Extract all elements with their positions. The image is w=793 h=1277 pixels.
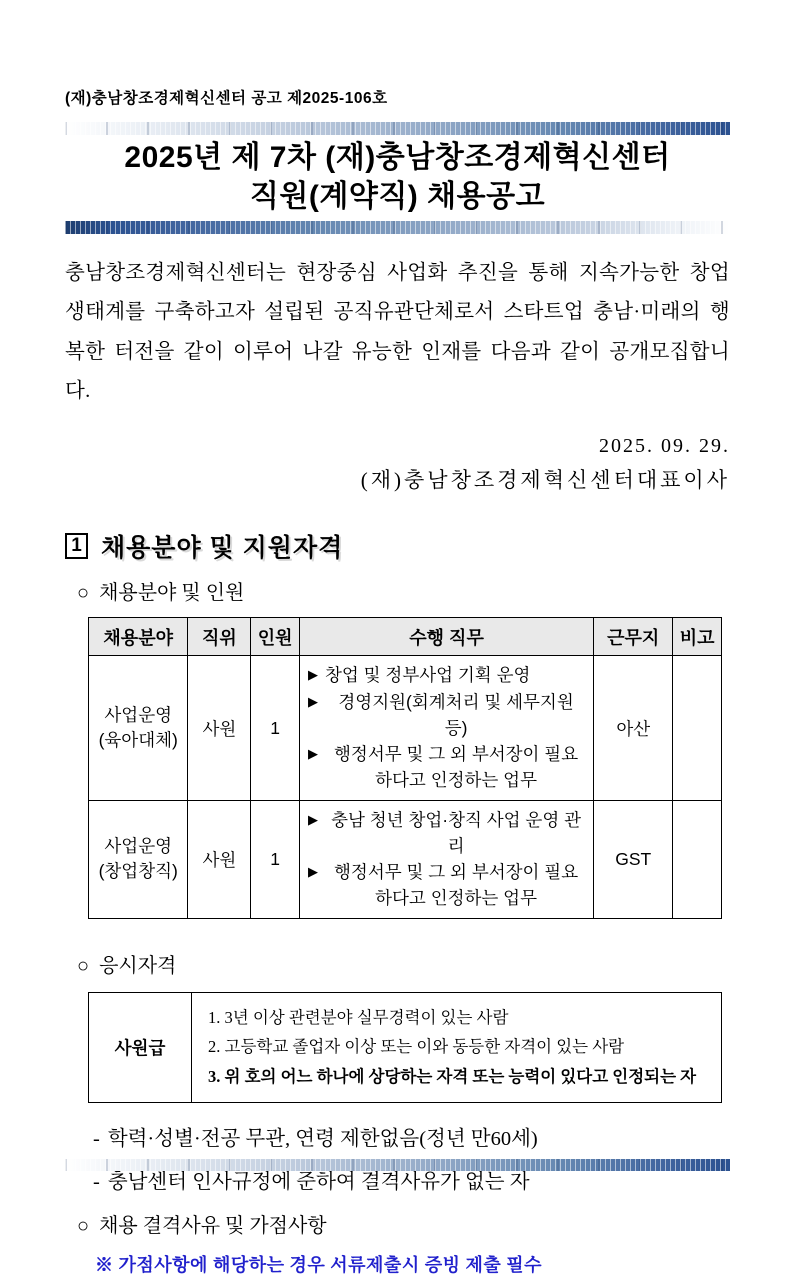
recruitment-table — [88, 617, 722, 918]
duties-cell — [299, 800, 593, 918]
section1-number-box: 1 — [65, 533, 88, 559]
subsection-recruit-fields — [65, 576, 730, 605]
circle-bullet: ○ — [77, 954, 90, 977]
bonus-note: ※ 가점사항에 해당하는 경우 서류제출시 증빙 제출 필수 — [95, 1254, 543, 1275]
duty-item — [308, 662, 587, 688]
field-cell — [89, 800, 188, 918]
count-cell: 1 — [251, 800, 300, 918]
triangle-bullet-icon: ▶ — [307, 864, 318, 880]
page-bottom-bar — [65, 1159, 730, 1171]
qualification-item: 2. 고등학교 졸업자 이상 또는 이와 동등한 자격이 있는 사람 — [208, 1037, 625, 1057]
signature-line: (재)충남창조경제혁신센터대표이사 — [360, 468, 730, 493]
duties-cell — [299, 656, 593, 800]
location-cell: 아산 — [594, 656, 673, 800]
qualification-table — [88, 992, 722, 1103]
duty-item — [308, 741, 587, 794]
count-cell: 1 — [251, 656, 300, 800]
subsection-eligibility-label: 응시자격 — [99, 954, 177, 977]
duty-text: 충남 청년 창업·창직 사업 운영 관리 — [331, 809, 582, 856]
duty-text: 경영지원(회계처리 및 세무지원 등) — [338, 691, 574, 738]
table-row — [89, 656, 722, 800]
qualification-item: 1. 3년 이상 관련분야 실무경력이 있는 사람 — [208, 1007, 509, 1027]
duty-text: 행정서무 및 그 외 부서장이 필요 하다고 인정하는 업무 — [334, 744, 579, 791]
subsection-eligibility — [65, 949, 730, 978]
field-line1: 사업운영 — [104, 835, 173, 856]
col-header-position: 직위 — [188, 618, 251, 656]
document-title — [65, 135, 730, 221]
document-title-line1: 2025년 제 7차 (재)충남창조경제혁신센터 — [124, 141, 671, 174]
dash-bullet: - — [93, 1127, 100, 1150]
col-header-note: 비고 — [673, 618, 722, 656]
position-cell: 사원 — [188, 800, 251, 918]
field-line2: (육아대체) — [98, 730, 178, 751]
condition-text: 충남센터 인사규정에 준하여 결격사유가 없는 자 — [107, 1170, 530, 1193]
col-header-field: 채용분야 — [89, 618, 188, 656]
triangle-bullet-icon: ▶ — [307, 811, 318, 827]
field-cell — [89, 656, 188, 800]
field-line1: 사업운영 — [104, 704, 173, 725]
section1-heading — [65, 528, 730, 564]
circle-bullet: ○ — [77, 582, 90, 605]
triangle-bullet-icon: ▶ — [307, 667, 318, 683]
recruitment-table-header — [89, 618, 722, 656]
document-content — [0, 86, 793, 1277]
title-block — [65, 122, 730, 234]
circle-bullet: ○ — [77, 1214, 90, 1237]
title-top-bar — [65, 122, 730, 135]
document-page — [0, 86, 793, 1275]
position-cell: 사원 — [188, 656, 251, 800]
subsection-disqualification — [65, 1209, 730, 1238]
note-cell — [673, 656, 722, 800]
col-header-duties: 수행 직무 — [299, 618, 593, 656]
qualification-row — [89, 992, 722, 1102]
notice-number: (재)충남창조경제혁신센터 공고 제2025-106호 — [65, 90, 388, 107]
announcement-date: 2025. 09. 29. — [599, 435, 730, 458]
duty-item — [308, 859, 587, 912]
duty-text: 창업 및 정부사업 기획 운영 — [324, 665, 531, 686]
condition-item — [65, 1121, 730, 1151]
table-row — [89, 800, 722, 918]
duty-item — [308, 807, 587, 860]
title-bottom-bar — [65, 221, 730, 234]
duty-item — [308, 689, 587, 742]
triangle-bullet-icon: ▶ — [307, 693, 318, 709]
duty-text: 행정서무 및 그 외 부서장이 필요 하다고 인정하는 업무 — [334, 862, 579, 909]
intro-paragraph: 충남창조경제혁신센터는 현장중심 사업화 추진을 통해 지속가능한 창업생태계를 구축하고자 설립된 공직유관단체로서 스타트업 충남·미래의 행복한 터전을 같이 이루어 나갈 유능한 인재를 다음과 같이 공개모집합니다. — [65, 262, 730, 403]
col-header-count: 인원 — [251, 618, 300, 656]
note-cell — [673, 800, 722, 918]
col-header-location: 근무지 — [594, 618, 673, 656]
document-title-line2: 직원(계약직) 채용공고 — [249, 180, 546, 213]
location-cell: GST — [594, 800, 673, 918]
dash-bullet: - — [93, 1170, 100, 1193]
subsection-recruit-fields-label: 채용분야 및 인원 — [99, 582, 245, 605]
section1-title: 채용분야 및 지원자격 — [101, 534, 344, 563]
triangle-bullet-icon: ▶ — [307, 746, 318, 762]
field-line2: (창업창직) — [98, 861, 178, 882]
condition-text: 학력·성별·전공 무관, 연령 제한없음(정년 만60세) — [107, 1127, 538, 1150]
qualification-items-cell — [192, 992, 722, 1102]
grade-cell: 사원급 — [89, 992, 192, 1102]
qualification-item: 3. 위 호의 어느 하나에 상당하는 자격 또는 능력이 있다고 인정되는 자 — [208, 1067, 697, 1087]
subsection-disqualification-label: 채용 결격사유 및 가점사항 — [99, 1214, 327, 1237]
